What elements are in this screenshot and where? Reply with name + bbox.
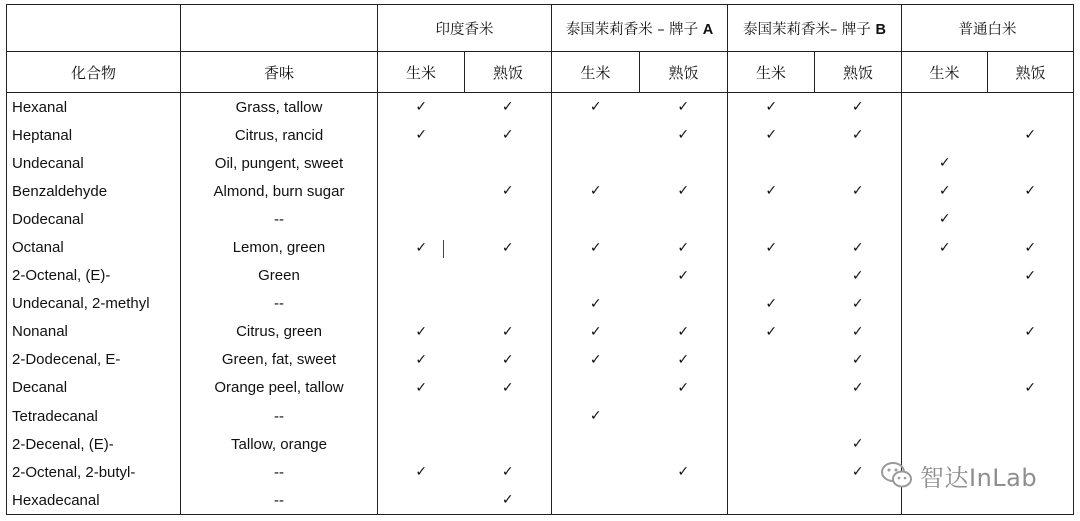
header-raw: 生米 [552, 52, 640, 93]
check-mark-cell: ✓ [552, 290, 640, 318]
empty-cell [988, 402, 1074, 430]
check-mark-cell: ✓ [552, 346, 640, 374]
table-row [7, 374, 1074, 402]
empty-cell [465, 205, 552, 233]
empty-cell [988, 290, 1074, 318]
aroma-cell: Grass, tallow [181, 93, 378, 122]
check-mark-cell: ✓ [815, 374, 902, 402]
header-compound: 化合物 [7, 52, 181, 93]
header-blank-aroma [181, 5, 378, 52]
check-mark-cell: ✓ [378, 374, 465, 402]
check-mark-cell: ✓ [815, 233, 902, 261]
check-mark-cell: ✓ [902, 149, 988, 177]
watermark [880, 458, 1070, 492]
empty-cell [378, 149, 465, 177]
check-mark-cell: ✓ [902, 233, 988, 261]
check-mark-cell: ✓ [988, 121, 1074, 149]
check-mark-cell: ✓ [902, 205, 988, 233]
aroma-cell: -- [181, 402, 378, 430]
empty-cell [552, 262, 640, 290]
compound-cell: Dodecanal [7, 205, 181, 233]
check-mark-cell: ✓ [465, 318, 552, 346]
header-group-white: 普通白米 [902, 5, 1074, 52]
check-mark-cell: ✓ [728, 93, 815, 122]
check-mark-cell: ✓ [815, 177, 902, 205]
check-mark-cell: ✓ [988, 262, 1074, 290]
table-row [7, 402, 1074, 430]
aroma-cell: Orange peel, tallow [181, 374, 378, 402]
empty-cell [640, 402, 728, 430]
check-mark-cell: ✓ [378, 458, 465, 486]
empty-cell [815, 205, 902, 233]
header-blank-compound [7, 5, 181, 52]
table-row [7, 318, 1074, 346]
check-mark-cell: ✓ [988, 233, 1074, 261]
stray-mark [443, 240, 444, 258]
empty-cell [728, 486, 815, 515]
empty-cell [465, 430, 552, 458]
empty-cell [902, 374, 988, 402]
compound-cell: Decanal [7, 374, 181, 402]
check-mark-cell: ✓ [815, 121, 902, 149]
empty-cell [552, 205, 640, 233]
check-mark-cell: ✓ [815, 290, 902, 318]
empty-cell [988, 93, 1074, 122]
check-mark-cell: ✓ [378, 346, 465, 374]
compound-cell: Undecanal, 2-methyl [7, 290, 181, 318]
header-raw: 生米 [728, 52, 815, 93]
aroma-cell: -- [181, 458, 378, 486]
empty-cell [815, 402, 902, 430]
aroma-cell: Oil, pungent, sweet [181, 149, 378, 177]
compound-cell: Nonanal [7, 318, 181, 346]
check-mark-cell: ✓ [640, 121, 728, 149]
empty-cell [378, 177, 465, 205]
empty-cell [465, 402, 552, 430]
empty-cell [378, 430, 465, 458]
empty-cell [640, 205, 728, 233]
check-mark-cell: ✓ [552, 233, 640, 261]
check-mark-cell: ✓ [465, 346, 552, 374]
table-row [7, 262, 1074, 290]
check-mark-cell: ✓ [552, 93, 640, 122]
check-mark-cell: ✓ [640, 93, 728, 122]
empty-cell [640, 149, 728, 177]
compound-cell: Benzaldehyde [7, 177, 181, 205]
empty-cell [552, 458, 640, 486]
check-mark-cell: ✓ [465, 233, 552, 261]
empty-cell [728, 262, 815, 290]
check-mark-cell: ✓ [988, 318, 1074, 346]
table-body [7, 93, 1074, 515]
empty-cell [728, 149, 815, 177]
check-mark-cell: ✓ [465, 374, 552, 402]
compound-cell: 2-Octenal, (E)- [7, 262, 181, 290]
empty-cell [640, 486, 728, 515]
check-mark-cell: ✓ [728, 121, 815, 149]
check-mark-cell: ✓ [640, 233, 728, 261]
aroma-cell: -- [181, 205, 378, 233]
check-mark-cell: ✓ [728, 177, 815, 205]
check-mark-cell: ✓ [465, 486, 552, 515]
header-cooked: 熟饭 [640, 52, 728, 93]
header-row-groups [7, 5, 1074, 52]
empty-cell [902, 318, 988, 346]
empty-cell [988, 430, 1074, 458]
compound-cell: Heptanal [7, 121, 181, 149]
check-mark-cell: ✓ [815, 318, 902, 346]
check-mark-cell: ✓ [378, 233, 465, 261]
check-mark-cell: ✓ [640, 458, 728, 486]
header-cooked: 熟饭 [988, 52, 1074, 93]
header-raw: 生米 [378, 52, 465, 93]
check-mark-cell: ✓ [378, 121, 465, 149]
header-group-indian: 印度香米 [378, 5, 552, 52]
empty-cell [902, 402, 988, 430]
empty-cell [378, 486, 465, 515]
empty-cell [552, 374, 640, 402]
compound-cell: 2-Octenal, 2-butyl- [7, 458, 181, 486]
compound-cell: Octanal [7, 233, 181, 261]
empty-cell [378, 262, 465, 290]
empty-cell [378, 290, 465, 318]
check-mark-cell: ✓ [728, 318, 815, 346]
empty-cell [378, 402, 465, 430]
empty-cell [988, 346, 1074, 374]
aroma-cell: Citrus, rancid [181, 121, 378, 149]
empty-cell [728, 374, 815, 402]
empty-cell [465, 290, 552, 318]
check-mark-cell: ✓ [640, 346, 728, 374]
header-cooked: 熟饭 [465, 52, 552, 93]
empty-cell [902, 346, 988, 374]
table-row [7, 430, 1074, 458]
aroma-cell: Lemon, green [181, 233, 378, 261]
check-mark-cell: ✓ [988, 374, 1074, 402]
compound-cell: 2-Decenal, (E)- [7, 430, 181, 458]
table-row [7, 346, 1074, 374]
check-mark-cell: ✓ [465, 121, 552, 149]
empty-cell [902, 121, 988, 149]
check-mark-cell: ✓ [728, 233, 815, 261]
header-row-labels [7, 52, 1074, 93]
check-mark-cell: ✓ [640, 374, 728, 402]
check-mark-cell: ✓ [552, 318, 640, 346]
header-raw: 生米 [902, 52, 988, 93]
table-row [7, 93, 1074, 122]
empty-cell [902, 290, 988, 318]
empty-cell [728, 346, 815, 374]
aroma-cell: Tallow, orange [181, 430, 378, 458]
empty-cell [815, 149, 902, 177]
empty-cell [902, 430, 988, 458]
empty-cell [552, 430, 640, 458]
empty-cell [728, 458, 815, 486]
empty-cell [465, 262, 552, 290]
check-mark-cell: ✓ [988, 177, 1074, 205]
empty-cell [902, 262, 988, 290]
wechat-icon [880, 460, 914, 490]
header-group-thai-b: 泰国茉莉香米– 牌子 B [728, 5, 902, 52]
table-row [7, 149, 1074, 177]
check-mark-cell: ✓ [902, 177, 988, 205]
watermark-text: 智达InLab [920, 463, 1038, 492]
table-row [7, 121, 1074, 149]
check-mark-cell: ✓ [378, 318, 465, 346]
compound-cell: Undecanal [7, 149, 181, 177]
aroma-cell: Green [181, 262, 378, 290]
compound-table [6, 4, 1074, 515]
empty-cell [378, 205, 465, 233]
header-group-thai-a: 泰国茉莉香米 – 牌子 A [552, 5, 728, 52]
compound-cell: Hexadecanal [7, 486, 181, 515]
check-mark-cell: ✓ [815, 346, 902, 374]
check-mark-cell: ✓ [640, 262, 728, 290]
aroma-cell: Green, fat, sweet [181, 346, 378, 374]
aroma-cell: -- [181, 486, 378, 515]
empty-cell [465, 149, 552, 177]
header-aroma: 香味 [181, 52, 378, 93]
table-row [7, 205, 1074, 233]
check-mark-cell: ✓ [552, 402, 640, 430]
check-mark-cell: ✓ [552, 177, 640, 205]
aroma-cell: Almond, burn sugar [181, 177, 378, 205]
check-mark-cell: ✓ [815, 430, 902, 458]
empty-cell [988, 149, 1074, 177]
compound-cell: Hexanal [7, 93, 181, 122]
empty-cell [902, 93, 988, 122]
empty-cell [552, 486, 640, 515]
empty-cell [728, 205, 815, 233]
check-mark-cell: ✓ [465, 93, 552, 122]
check-mark-cell: ✓ [465, 177, 552, 205]
check-mark-cell: ✓ [378, 93, 465, 122]
empty-cell [640, 290, 728, 318]
empty-cell [552, 121, 640, 149]
table-row [7, 177, 1074, 205]
check-mark-cell: ✓ [815, 93, 902, 122]
compound-cell: Tetradecanal [7, 402, 181, 430]
check-mark-cell: ✓ [640, 177, 728, 205]
aroma-cell: -- [181, 290, 378, 318]
empty-cell [728, 430, 815, 458]
empty-cell [728, 402, 815, 430]
check-mark-cell: ✓ [815, 458, 902, 486]
check-mark-cell: ✓ [640, 318, 728, 346]
compound-cell: 2-Dodecenal, E- [7, 346, 181, 374]
check-mark-cell: ✓ [728, 290, 815, 318]
header-cooked: 熟饭 [815, 52, 902, 93]
empty-cell [988, 205, 1074, 233]
check-mark-cell: ✓ [815, 262, 902, 290]
table-row [7, 233, 1074, 261]
table-row [7, 290, 1074, 318]
aroma-cell: Citrus, green [181, 318, 378, 346]
empty-cell [640, 430, 728, 458]
check-mark-cell: ✓ [465, 458, 552, 486]
empty-cell [552, 149, 640, 177]
